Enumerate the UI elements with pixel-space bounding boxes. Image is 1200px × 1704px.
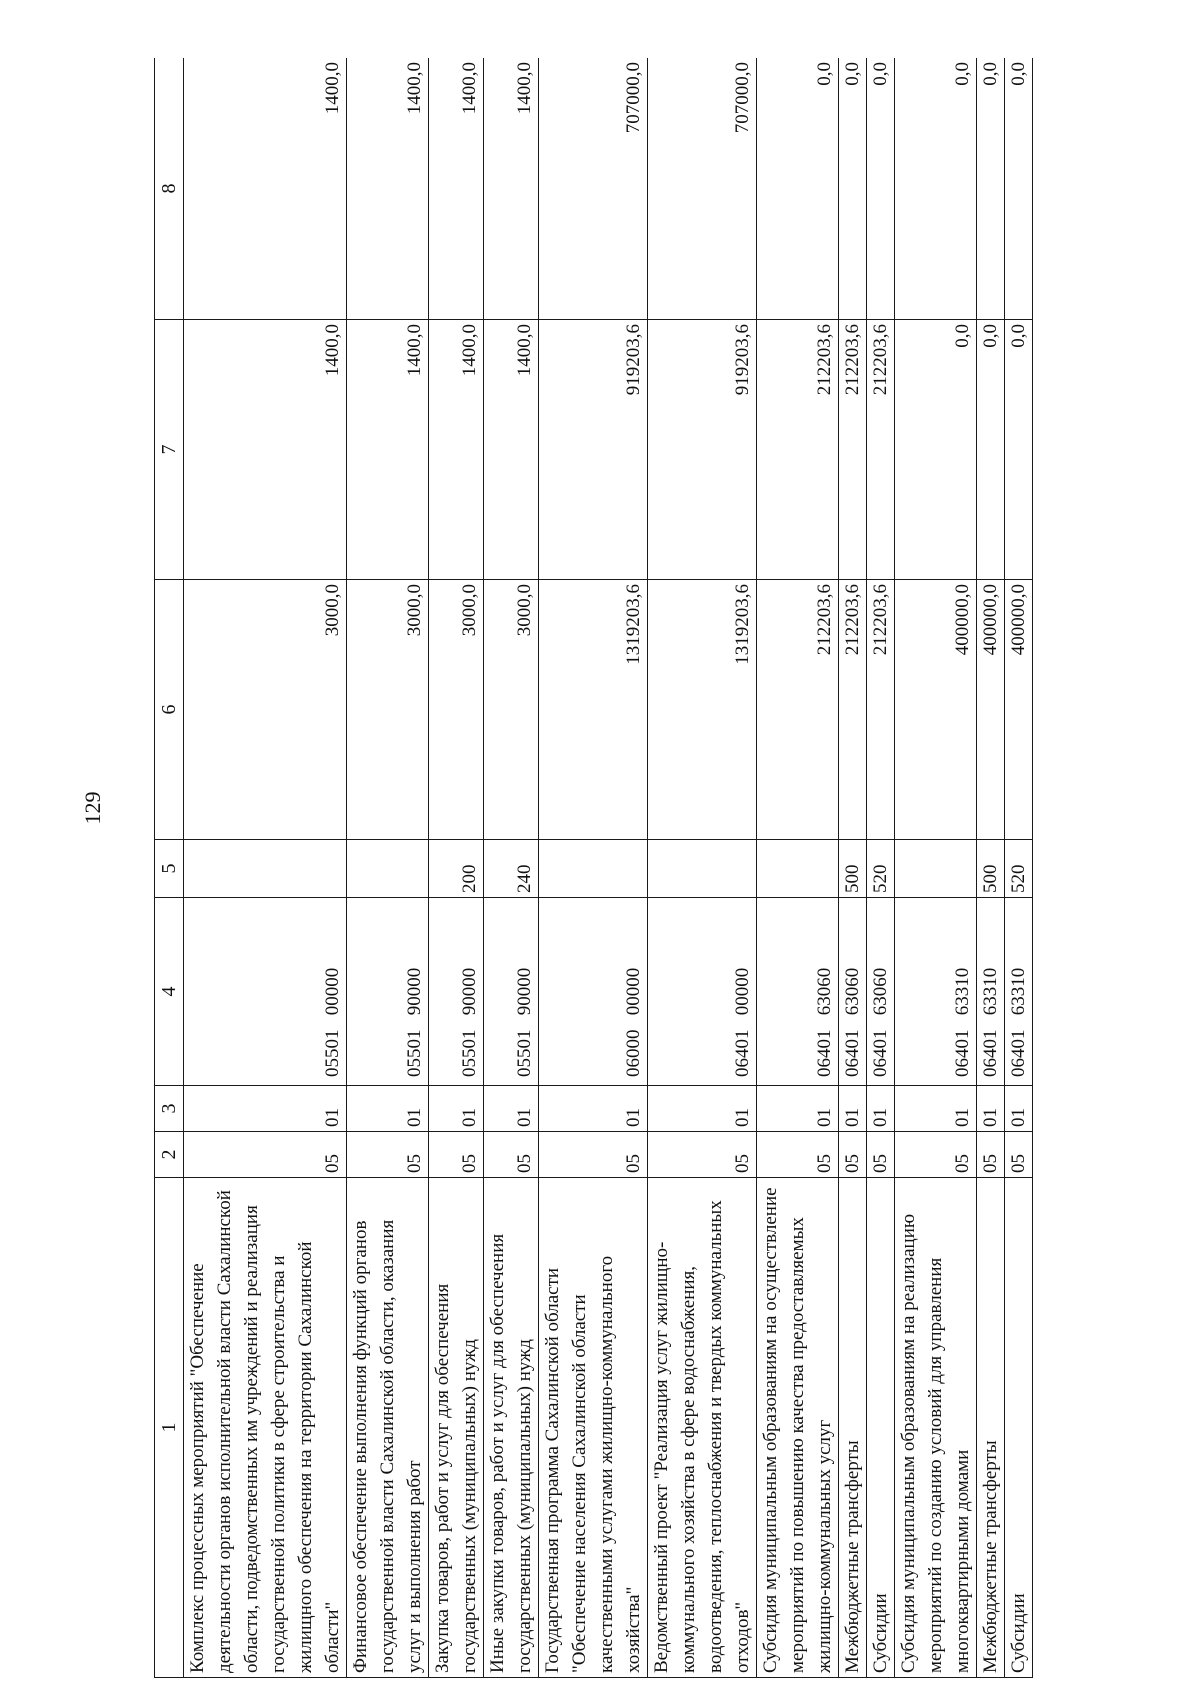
subsection-code-cell: 01 — [1005, 1086, 1033, 1132]
section-code-cell: 05 — [429, 1132, 484, 1178]
amount-col7-cell: 1400,0 — [347, 320, 429, 580]
subsection-code-cell: 01 — [977, 1086, 1005, 1132]
column-header: 5 — [155, 840, 184, 898]
amount-col7-cell: 0,0 — [1005, 320, 1033, 580]
column-header: 2 — [155, 1132, 184, 1178]
amount-col7-cell: 1400,0 — [184, 320, 347, 580]
target-article-cell: 06401 63060 — [867, 898, 895, 1086]
amount-col8-cell: 1400,0 — [484, 58, 539, 320]
section-code-cell: 05 — [839, 1132, 867, 1178]
page-number: 129 — [80, 791, 105, 825]
subsection-code-cell: 01 — [484, 1086, 539, 1132]
table-row — [1005, 58, 1033, 1678]
subsection-code-cell: 01 — [429, 1086, 484, 1132]
amount-col6-cell: 400000,0 — [1005, 580, 1033, 840]
subsection-code-cell: 01 — [184, 1086, 347, 1132]
amount-col6-cell: 212203,6 — [867, 580, 895, 840]
row-name-cell: Ведомственный проект "Реализация услуг жилищно-коммунального хозяйства в сфере водоснабжения, водоотведения, теплоснабжения и твердых коммунальных отходов" — [648, 1178, 757, 1678]
expense-type-cell — [757, 840, 839, 898]
row-name-cell: Финансовое обеспечение выполнения функций органов государственной власти Сахалинской области, оказания услуг и выполнения работ — [347, 1178, 429, 1678]
section-code-cell: 05 — [184, 1132, 347, 1178]
amount-col8-cell: 0,0 — [867, 58, 895, 320]
row-name-cell: Комплекс процессных мероприятий "Обеспечение деятельности органов исполнительной власти Сахалинской области, подведомственных им учреждений и реализация государственной политики в сфере строительства и жилищного обеспечения на территории Сахалинской области" — [184, 1178, 347, 1678]
section-code-cell: 05 — [484, 1132, 539, 1178]
expense-type-cell: 520 — [1005, 840, 1033, 898]
table-row — [429, 58, 484, 1678]
table-row — [895, 58, 977, 1678]
column-header: 4 — [155, 898, 184, 1086]
amount-col8-cell: 0,0 — [757, 58, 839, 320]
target-article-cell: 05501 90000 — [347, 898, 429, 1086]
row-name-cell: Межбюджетные трансферты — [977, 1178, 1005, 1678]
amount-col6-cell: 1319203,6 — [539, 580, 648, 840]
subsection-code-cell: 01 — [757, 1086, 839, 1132]
subsection-code-cell: 01 — [539, 1086, 648, 1132]
table-row — [757, 58, 839, 1678]
expense-type-cell: 500 — [977, 840, 1005, 898]
target-article-cell: 05501 90000 — [429, 898, 484, 1086]
expense-type-cell: 200 — [429, 840, 484, 898]
subsection-code-cell: 01 — [895, 1086, 977, 1132]
expense-type-cell — [648, 840, 757, 898]
expense-type-cell: 520 — [867, 840, 895, 898]
table-row — [539, 58, 648, 1678]
expense-type-cell — [184, 840, 347, 898]
amount-col6-cell: 212203,6 — [839, 580, 867, 840]
header-row — [155, 58, 184, 1678]
target-article-cell: 06401 63310 — [1005, 898, 1033, 1086]
amount-col6-cell: 400000,0 — [977, 580, 1005, 840]
column-header: 6 — [155, 580, 184, 840]
column-header: 7 — [155, 320, 184, 580]
section-code-cell: 05 — [757, 1132, 839, 1178]
amount-col8-cell: 0,0 — [1005, 58, 1033, 320]
row-name-cell: Иные закупки товаров, работ и услуг для обеспечения государственных (муниципальных) нужд — [484, 1178, 539, 1678]
row-name-cell: Субсидия муниципальным образованиям на реализацию мероприятий по созданию условий для управления многоквартирными домами — [895, 1178, 977, 1678]
row-name-cell: Государственная программа Сахалинской области "Обеспечение населения Сахалинской области качественными услугами жилищно-коммунального хозяйства" — [539, 1178, 648, 1678]
table-row — [484, 58, 539, 1678]
row-name-cell: Субсидии — [867, 1178, 895, 1678]
target-article-cell: 06401 63310 — [977, 898, 1005, 1086]
amount-col6-cell: 400000,0 — [895, 580, 977, 840]
subsection-code-cell: 01 — [648, 1086, 757, 1132]
expense-type-cell — [895, 840, 977, 898]
column-header: 3 — [155, 1086, 184, 1132]
amount-col7-cell: 0,0 — [977, 320, 1005, 580]
section-code-cell: 05 — [347, 1132, 429, 1178]
table-row — [867, 58, 895, 1678]
target-article-cell: 05501 00000 — [184, 898, 347, 1086]
section-code-cell: 05 — [539, 1132, 648, 1178]
budget-table — [154, 58, 1033, 1678]
amount-col8-cell: 707000,0 — [539, 58, 648, 320]
target-article-cell: 06401 00000 — [648, 898, 757, 1086]
amount-col6-cell: 3000,0 — [184, 580, 347, 840]
amount-col6-cell: 3000,0 — [484, 580, 539, 840]
budget-table-sheet — [154, 58, 1194, 1678]
table-row — [648, 58, 757, 1678]
table-row — [839, 58, 867, 1678]
target-article-cell: 06401 63310 — [895, 898, 977, 1086]
table-row — [347, 58, 429, 1678]
expense-type-cell — [347, 840, 429, 898]
column-header: 8 — [155, 58, 184, 320]
amount-col7-cell: 919203,6 — [648, 320, 757, 580]
amount-col8-cell: 0,0 — [895, 58, 977, 320]
amount-col6-cell: 3000,0 — [347, 580, 429, 840]
amount-col6-cell: 3000,0 — [429, 580, 484, 840]
rotated-table-area — [154, 58, 1194, 1678]
amount-col8-cell: 0,0 — [839, 58, 867, 320]
amount-col7-cell: 212203,6 — [839, 320, 867, 580]
amount-col7-cell: 1400,0 — [429, 320, 484, 580]
section-code-cell: 05 — [977, 1132, 1005, 1178]
row-name-cell: Субсидия муниципальным образованиям на осуществление мероприятий по повышению качества предоставляемых жилищно-коммунальных услуг — [757, 1178, 839, 1678]
subsection-code-cell: 01 — [839, 1086, 867, 1132]
amount-col8-cell: 1400,0 — [429, 58, 484, 320]
row-name-cell: Межбюджетные трансферты — [839, 1178, 867, 1678]
amount-col8-cell: 707000,0 — [648, 58, 757, 320]
amount-col7-cell: 212203,6 — [757, 320, 839, 580]
amount-col7-cell: 1400,0 — [484, 320, 539, 580]
amount-col6-cell: 1319203,6 — [648, 580, 757, 840]
section-code-cell: 05 — [867, 1132, 895, 1178]
target-article-cell: 06000 00000 — [539, 898, 648, 1086]
target-article-cell: 06401 63060 — [757, 898, 839, 1086]
expense-type-cell: 500 — [839, 840, 867, 898]
amount-col6-cell: 212203,6 — [757, 580, 839, 840]
amount-col8-cell: 0,0 — [977, 58, 1005, 320]
table-row — [184, 58, 347, 1678]
expense-type-cell — [539, 840, 648, 898]
subsection-code-cell: 01 — [347, 1086, 429, 1132]
amount-col7-cell: 212203,6 — [867, 320, 895, 580]
amount-col8-cell: 1400,0 — [347, 58, 429, 320]
row-name-cell: Закупка товаров, работ и услуг для обеспечения государственных (муниципальных) нужд — [429, 1178, 484, 1678]
amount-col7-cell: 919203,6 — [539, 320, 648, 580]
section-code-cell: 05 — [1005, 1132, 1033, 1178]
target-article-cell: 05501 90000 — [484, 898, 539, 1086]
section-code-cell: 05 — [895, 1132, 977, 1178]
amount-col7-cell: 0,0 — [895, 320, 977, 580]
table-row — [977, 58, 1005, 1678]
row-name-cell: Субсидии — [1005, 1178, 1033, 1678]
column-header: 1 — [155, 1178, 184, 1678]
amount-col8-cell: 1400,0 — [184, 58, 347, 320]
target-article-cell: 06401 63060 — [839, 898, 867, 1086]
section-code-cell: 05 — [648, 1132, 757, 1178]
subsection-code-cell: 01 — [867, 1086, 895, 1132]
expense-type-cell: 240 — [484, 840, 539, 898]
